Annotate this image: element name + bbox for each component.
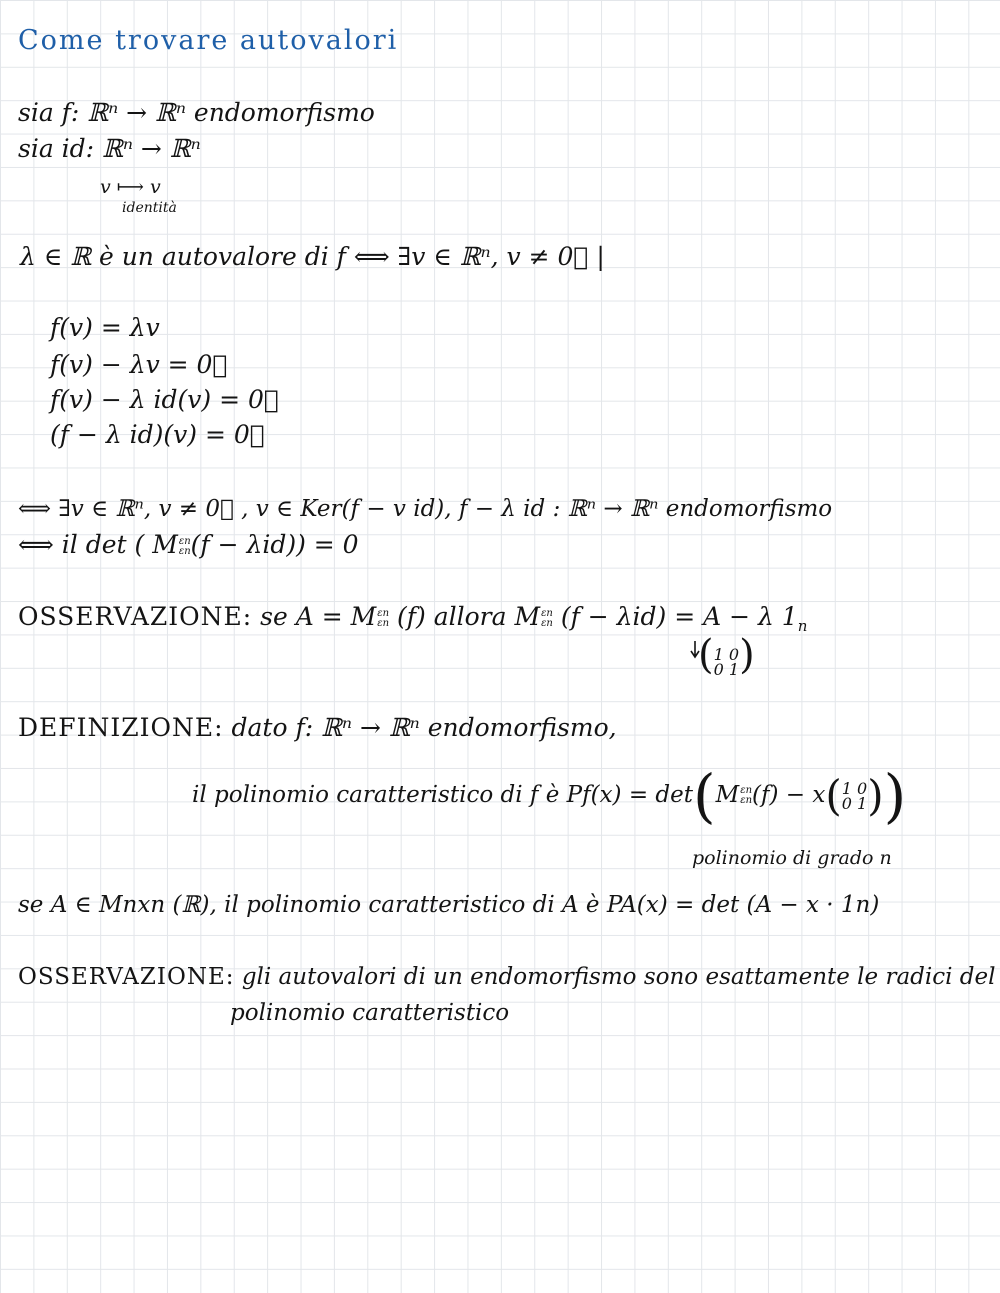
subscript-basis: εn — [178, 545, 191, 557]
char-poly-prefix: il polinomio caratteristico di f è Pf(x) = det — [192, 782, 693, 808]
det-suffix: (f − λid)) = 0 — [190, 530, 359, 559]
observation-2-line-2: polinomio caratteristico — [230, 1000, 510, 1026]
observation-1 — [18, 602, 807, 641]
basis-indices — [179, 537, 191, 557]
basis-indices: εn εn — [377, 607, 390, 629]
matrix-row-1: 1 0 — [713, 644, 740, 664]
observation-label: OSSERVAZIONE: — [18, 964, 235, 990]
identity-mapping: v ⟼ v — [100, 176, 161, 198]
matrix-row-2: 0 1 — [713, 659, 740, 679]
char-poly-after: (f) − x — [752, 782, 826, 808]
equivalence-line-2 — [18, 530, 359, 560]
step-line: f(v) − λ id(v) = 0⃗ — [50, 385, 279, 414]
step-line: f(v) − λv = 0⃗ — [50, 350, 228, 379]
step-line: f(v) = λv — [50, 313, 160, 342]
step-line: (f − λ id)(v) = 0⃗ — [50, 420, 265, 449]
characteristic-polynomial: il polinomio caratteristico di f è Pf(x) = det(Mεn εn(f) − x(1 0 0 1)) — [192, 762, 907, 830]
obs-matrix-mid: (f) allora M — [397, 602, 541, 631]
obs-matrix-pre: se A = M — [260, 602, 377, 631]
basis-indices: εn εn — [541, 607, 553, 629]
observation-2 — [18, 962, 995, 992]
basis-indices: εn εn — [740, 785, 753, 806]
page-title: Come trovare autovalori — [18, 25, 399, 56]
observation-label: OSSERVAZIONE: — [18, 602, 253, 631]
definition-text: dato f: ℝⁿ → ℝⁿ endomorfismo, — [231, 713, 617, 742]
id-definition: sia id: ℝⁿ → ℝⁿ — [18, 134, 201, 163]
det-prefix: ⟺ il det ( M — [18, 530, 178, 559]
definition — [18, 713, 617, 743]
identity-matrix-small: (1 0 0 1) — [698, 632, 755, 679]
polynomial-degree-note: polinomio di grado n — [692, 847, 892, 869]
f-definition: sia f: ℝⁿ → ℝⁿ endomorfismo — [18, 98, 375, 127]
equivalence-line-1: ⟺ ∃v ∈ ℝⁿ, v ≠ 0⃗ , v ∈ Ker(f − v id), f − λ id : ℝⁿ → ℝⁿ endomorfismo — [18, 496, 833, 522]
identity-matrix: 1 0 0 1 — [841, 779, 868, 813]
matrix-char-polynomial: se A ∈ Mnxn (ℝ), il polinomio caratteristico di A è PA(x) = det (A − x · 1n) — [18, 892, 880, 918]
identity-label: identità — [122, 200, 177, 216]
superscript-basis: εn — [178, 535, 191, 547]
identity-size: n — [797, 617, 808, 635]
char-poly-matrix: M — [715, 782, 740, 808]
eigenvalue-definition: λ ∈ ℝ è un autovalore di f ⟺ ∃v ∈ ℝⁿ, v ≠ 0⃗ | — [20, 242, 605, 271]
obs-matrix-post: (f − λid) = A − λ 1 — [560, 602, 798, 631]
definition-label: DEFINIZIONE: — [18, 713, 224, 742]
observation-2-line-1: gli autovalori di un endomorfismo sono esattamente le radici del — [241, 964, 996, 990]
